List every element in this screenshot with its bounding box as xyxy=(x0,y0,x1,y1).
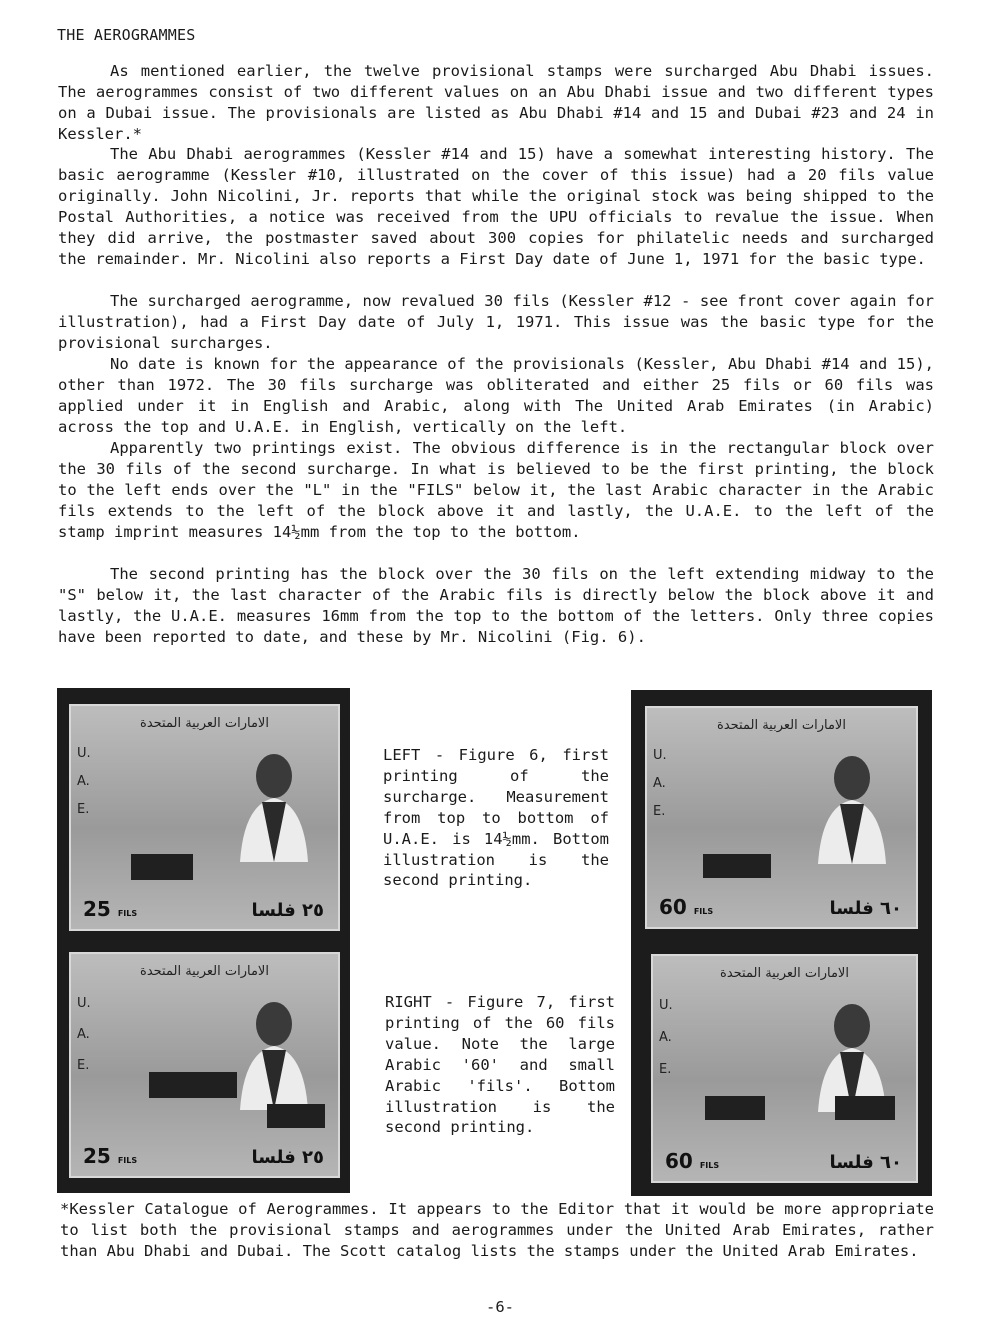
arabic-title: الامارات العربية المتحدة xyxy=(140,964,269,979)
value-arabic: ٦٠ فلسا xyxy=(829,1152,902,1173)
paragraph-4: No date is known for the appearance of the provisionals (Kessler, Abu Dhabi #14 and 15), other than 1972. The 30 fils surcharge was obliterated and either 25 fils or 60 fils was applied under it in English and Arabic, along with The United Arab Emirates (in Arabic) across the top and U.A.E. in English, vertically on the left. xyxy=(58,355,934,436)
surcharge-block xyxy=(131,854,193,880)
footnote: *Kessler Catalogue of Aerogrammes. It appears to the Editor that it would be more appropriate to list both the provisional stamps and aerogrammes under the United Arab Emirates, rather than Abu Dhabi and Dubai. The Scott catalog lists the stamps under the United Arab Emirates. xyxy=(60,1200,934,1260)
figure-7-photo xyxy=(631,690,932,1196)
uae-vertical-label: U. A. E. xyxy=(653,748,667,819)
surcharge-block xyxy=(705,1096,765,1120)
value-arabic: ٦٠ فلسا xyxy=(829,898,902,919)
paragraph-1: As mentioned earlier, the twelve provisional stamps were surcharged Abu Dhabi issues. The aerogrammes consist of two different values on an Abu Dhabi issue and two different types on a Dubai issue. The provisionals are listed as Abu Dhabi #14 and 15 and Dubai #23 and 24 in Kessler.* xyxy=(58,62,934,143)
arabic-title: الامارات العربية المتحدة xyxy=(720,966,849,981)
paragraph-2: The Abu Dhabi aerogrammes (Kessler #14 and 15) have a somewhat interesting history. The basic aerogramme (Kessler #10, illustrated on the cover of this issue) had a 20 fils value originally. John Nicolini, Jr. reports that while the original stock was being shipped to the Postal Authorities, a notice was received from the UPU officials to revalue the issue. When they did arrive, the postmaster saved about 300 copies for philatelic needs and surcharged the remainder. Mr. Nicolini also reports a First Day date of June 1, 1971 for the basic type. xyxy=(58,145,934,268)
stamp-60-first-printing xyxy=(645,706,918,929)
stamp-60-second-printing xyxy=(651,954,918,1183)
figure-6-caption: LEFT - Figure 6, first printing of the surcharge. Measurement from top to bottom of U.A.E. is 14½mm. Bottom illustration is the second printing. xyxy=(383,746,609,890)
page-number: -6- xyxy=(486,1298,514,1316)
value-english: 60 FILS xyxy=(665,1149,720,1173)
value-english: 25 FILS xyxy=(83,1144,138,1168)
arabic-title: الامارات العربية المتحدة xyxy=(140,716,269,731)
sheikh-portrait-icon xyxy=(804,992,900,1112)
surcharge-block xyxy=(703,854,771,878)
value-english: 60 FILS xyxy=(659,895,714,919)
paragraph-3: The surcharged aerogramme, now revalued 30 fils (Kessler #12 - see front cover again for illustration), had a First Day date of July 1, 1971. This issue was the basic type for the provisional surcharges. xyxy=(58,292,934,352)
value-arabic: ٢٥ فلسا xyxy=(251,900,324,921)
uae-vertical-label: U. A. E. xyxy=(77,996,91,1073)
stamp-25-second-printing xyxy=(69,952,340,1178)
surcharge-block xyxy=(267,1104,325,1128)
uae-vertical-label: U. A. E. xyxy=(659,998,673,1077)
section-heading: THE AEROGRAMMES xyxy=(57,26,196,44)
sheikh-portrait-icon xyxy=(226,990,322,1110)
surcharge-block xyxy=(149,1072,237,1098)
value-english: 25 FILS xyxy=(83,897,138,921)
stamp-25-first-printing xyxy=(69,704,340,931)
sheikh-portrait-icon xyxy=(804,744,900,864)
sheikh-portrait-icon xyxy=(226,742,322,862)
surcharge-block xyxy=(835,1096,895,1120)
figure-6-photo xyxy=(57,688,350,1193)
value-arabic: ٢٥ فلسا xyxy=(251,1147,324,1168)
uae-vertical-label: U. A. E. xyxy=(77,746,91,817)
arabic-title: الامارات العربية المتحدة xyxy=(717,718,846,733)
paragraph-5: Apparently two printings exist. The obvious difference is in the rectangular block over the 30 fils of the second surcharge. In what is believed to be the first printing, the block to the left ends over the "L" in the "FILS" below it, the last Arabic character in the Arabic fils extends to the left of the block above it and lastly, the U.A.E. to the left of the stamp imprint measures 14½mm from the top to the bottom. xyxy=(58,439,934,541)
paragraph-6: The second printing has the block over the 30 fils on the left extending midway to the "S" below it, the last character of the Arabic fils is directly below the block above it and lastly, the U.A.E. measures 16mm from the top to the bottom of the letters. Only three copies have been reported to date, and these by Mr. Nicolini (Fig. 6). xyxy=(58,565,934,646)
figure-7-caption: RIGHT - Figure 7, first printing of the 60 fils value. Note the large Arabic '60' and small Arabic 'fils'. Bottom illustration is the second printing. xyxy=(385,993,615,1137)
